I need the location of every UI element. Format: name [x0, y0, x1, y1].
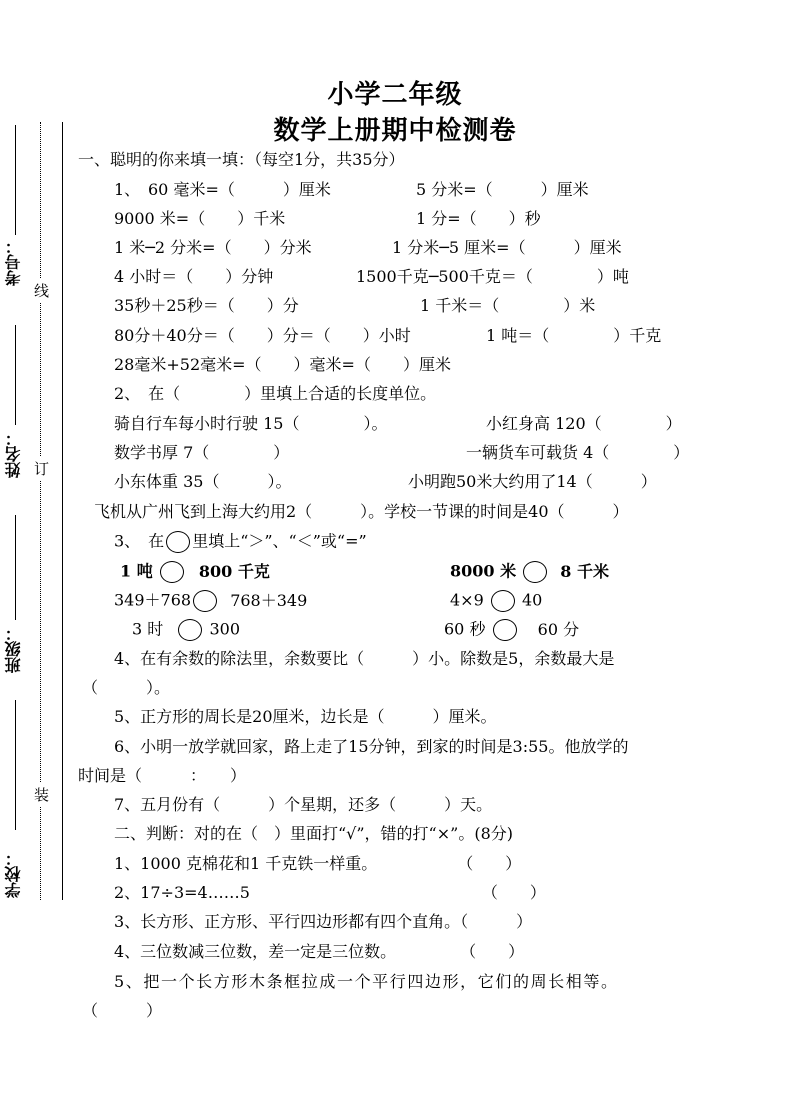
q4-line2: （ ）。: [82, 678, 171, 697]
compare-circle-icon[interactable]: [193, 590, 217, 612]
q3-row3-right: [444, 619, 579, 641]
class-label: 班级：: [4, 625, 23, 673]
section1-heading: 一、聪明的你来填一填：（每空1分，共35分）: [78, 150, 405, 169]
q3-row1-left: [120, 561, 270, 583]
q1-row5-left: 35秒＋25秒＝（ ）分: [114, 296, 299, 315]
q1-row6-left: 80分＋40分＝（ ）分＝（ ）小时: [114, 326, 411, 345]
q1-row7: 28毫米+52毫米=（ ）毫米=（ ）厘米: [114, 355, 451, 374]
q3-heading-a: 3、 在: [114, 531, 165, 551]
q3-heading: [114, 531, 367, 553]
q3-heading-b: 里填上“＞”、“＜”或“=”: [192, 531, 367, 551]
q5: 5、正方形的周长是20厘米，边长是（ ）厘米。: [114, 707, 497, 726]
s2-item5: 5、把一个长方形木条框拉成一个平行四边形，它们的周长相等。: [114, 972, 619, 991]
q2-row1-left: 骑自行车每小时行驶 15（ ）。: [114, 414, 388, 433]
q2-row2-left: 数学书厚 7（ ）: [114, 443, 290, 462]
q6-line1: 6、小明一放学就回家，路上走了15分钟，到家的时间是3:55。他放学的: [114, 737, 629, 756]
q3-r1-a: 1 吨: [120, 561, 153, 581]
binding-solid-line: [62, 122, 63, 900]
binding-char-xian: 线: [34, 278, 49, 303]
school-label: 学校：: [4, 850, 23, 898]
s2-item5-blank: （ ）: [82, 1001, 163, 1020]
q3-r2-b: 768＋349: [230, 590, 308, 610]
compare-circle-icon: [166, 531, 190, 553]
q1-row4-right: 1500千克─500千克＝（ ）吨: [356, 267, 629, 286]
q3-r2-d: 40: [521, 590, 543, 610]
q1-row1-left: 60 毫米=（ ）厘米: [148, 180, 331, 199]
q3-r3-b: 300: [209, 619, 241, 639]
q3-r3-d: 60 分: [537, 619, 580, 639]
q1-row3-left: 1 米─2 分米=（ ）分米: [114, 238, 312, 257]
q3-row2-right: [450, 590, 542, 612]
q2-row3-left: 小东体重 35（ ）。: [114, 472, 292, 491]
q2-row3-right: 小明跑50米大约用了14（ ）: [408, 472, 657, 491]
q3-r1-c: 8000 米: [450, 561, 517, 581]
q3-r1-d: 8 千米: [560, 561, 610, 581]
q1-row3-right: 1 分米─5 厘米=（ ）厘米: [392, 238, 622, 257]
q3-r3-c: 60 秒: [444, 619, 486, 639]
s2-item1: 1、1000 克棉花和1 千克铁一样重。 （ ）: [114, 854, 522, 873]
q4-line1: 4、在有余数的除法里，余数要比（ ）小。除数是5，余数最大是: [114, 649, 615, 668]
q2-row4: 飞机从广州飞到上海大约用2（ ）。学校一节课的时间是40（ ）: [94, 502, 629, 521]
q1-row2-right: 1 分=（ ）秒: [416, 209, 541, 228]
binding-char-ding: 订: [34, 456, 49, 481]
section2-heading: 二、判断：对的在（ ）里面打“√”，错的打“×”。(8分): [114, 824, 513, 843]
q3-r3-a: 3 时: [132, 619, 164, 639]
q3-row3-left: [132, 619, 240, 641]
s2-item3: 3、长方形、正方形、平行四边形都有四个直角。（ ）: [114, 912, 533, 931]
q1-row2-left: 9000 米=（ ）千米: [114, 209, 286, 228]
q3-r1-b: 800 千克: [198, 561, 270, 581]
q2-row2-right: 一辆货车可载货 4（ ）: [466, 443, 690, 462]
name-blank: [15, 325, 16, 425]
school-blank: [15, 700, 16, 830]
binding-char-zhuang: 装: [34, 782, 49, 807]
s2-item2: 2、17÷3=4……5 （ ）: [114, 883, 546, 902]
class-blank: [15, 515, 16, 620]
compare-circle-icon[interactable]: [160, 561, 184, 583]
page-title-line2: 数学上册期中检测卷: [273, 116, 517, 146]
q1-row4-left: 4 小时＝（ ）分钟: [114, 267, 274, 286]
compare-circle-icon[interactable]: [491, 590, 515, 612]
q3-row1-right: [450, 561, 609, 583]
exam-number-label: 考号：: [4, 238, 23, 286]
name-label: 姓名：: [4, 430, 23, 478]
s2-item4: 4、三位数减三位数，差一定是三位数。 （ ）: [114, 942, 525, 961]
q3-r2-c: 4×9: [450, 590, 484, 610]
q1-row1-right: 5 分米=（ ）厘米: [416, 180, 589, 199]
q1-row5-right: 1 千米＝（ ）米: [420, 296, 596, 315]
compare-circle-icon[interactable]: [523, 561, 547, 583]
compare-circle-icon[interactable]: [178, 619, 202, 641]
q1-row6-right: 1 吨＝（ ）千克: [486, 326, 662, 345]
q2-heading: 2、 在（ ）里填上合适的长度单位。: [114, 384, 437, 403]
q3-row2-left: [114, 590, 307, 612]
q2-row1-right: 小红身高 120（ ）: [486, 414, 682, 433]
q1-number: 1、: [114, 180, 141, 199]
q3-r2-a: 349＋768: [114, 590, 192, 610]
page-title-line1: 小学二年级: [327, 80, 463, 110]
q6-line2: 时间是（ ： ）: [78, 766, 247, 785]
compare-circle-icon[interactable]: [493, 619, 517, 641]
q7: 7、五月份有（ ）个星期，还多（ ）天。: [114, 795, 493, 814]
